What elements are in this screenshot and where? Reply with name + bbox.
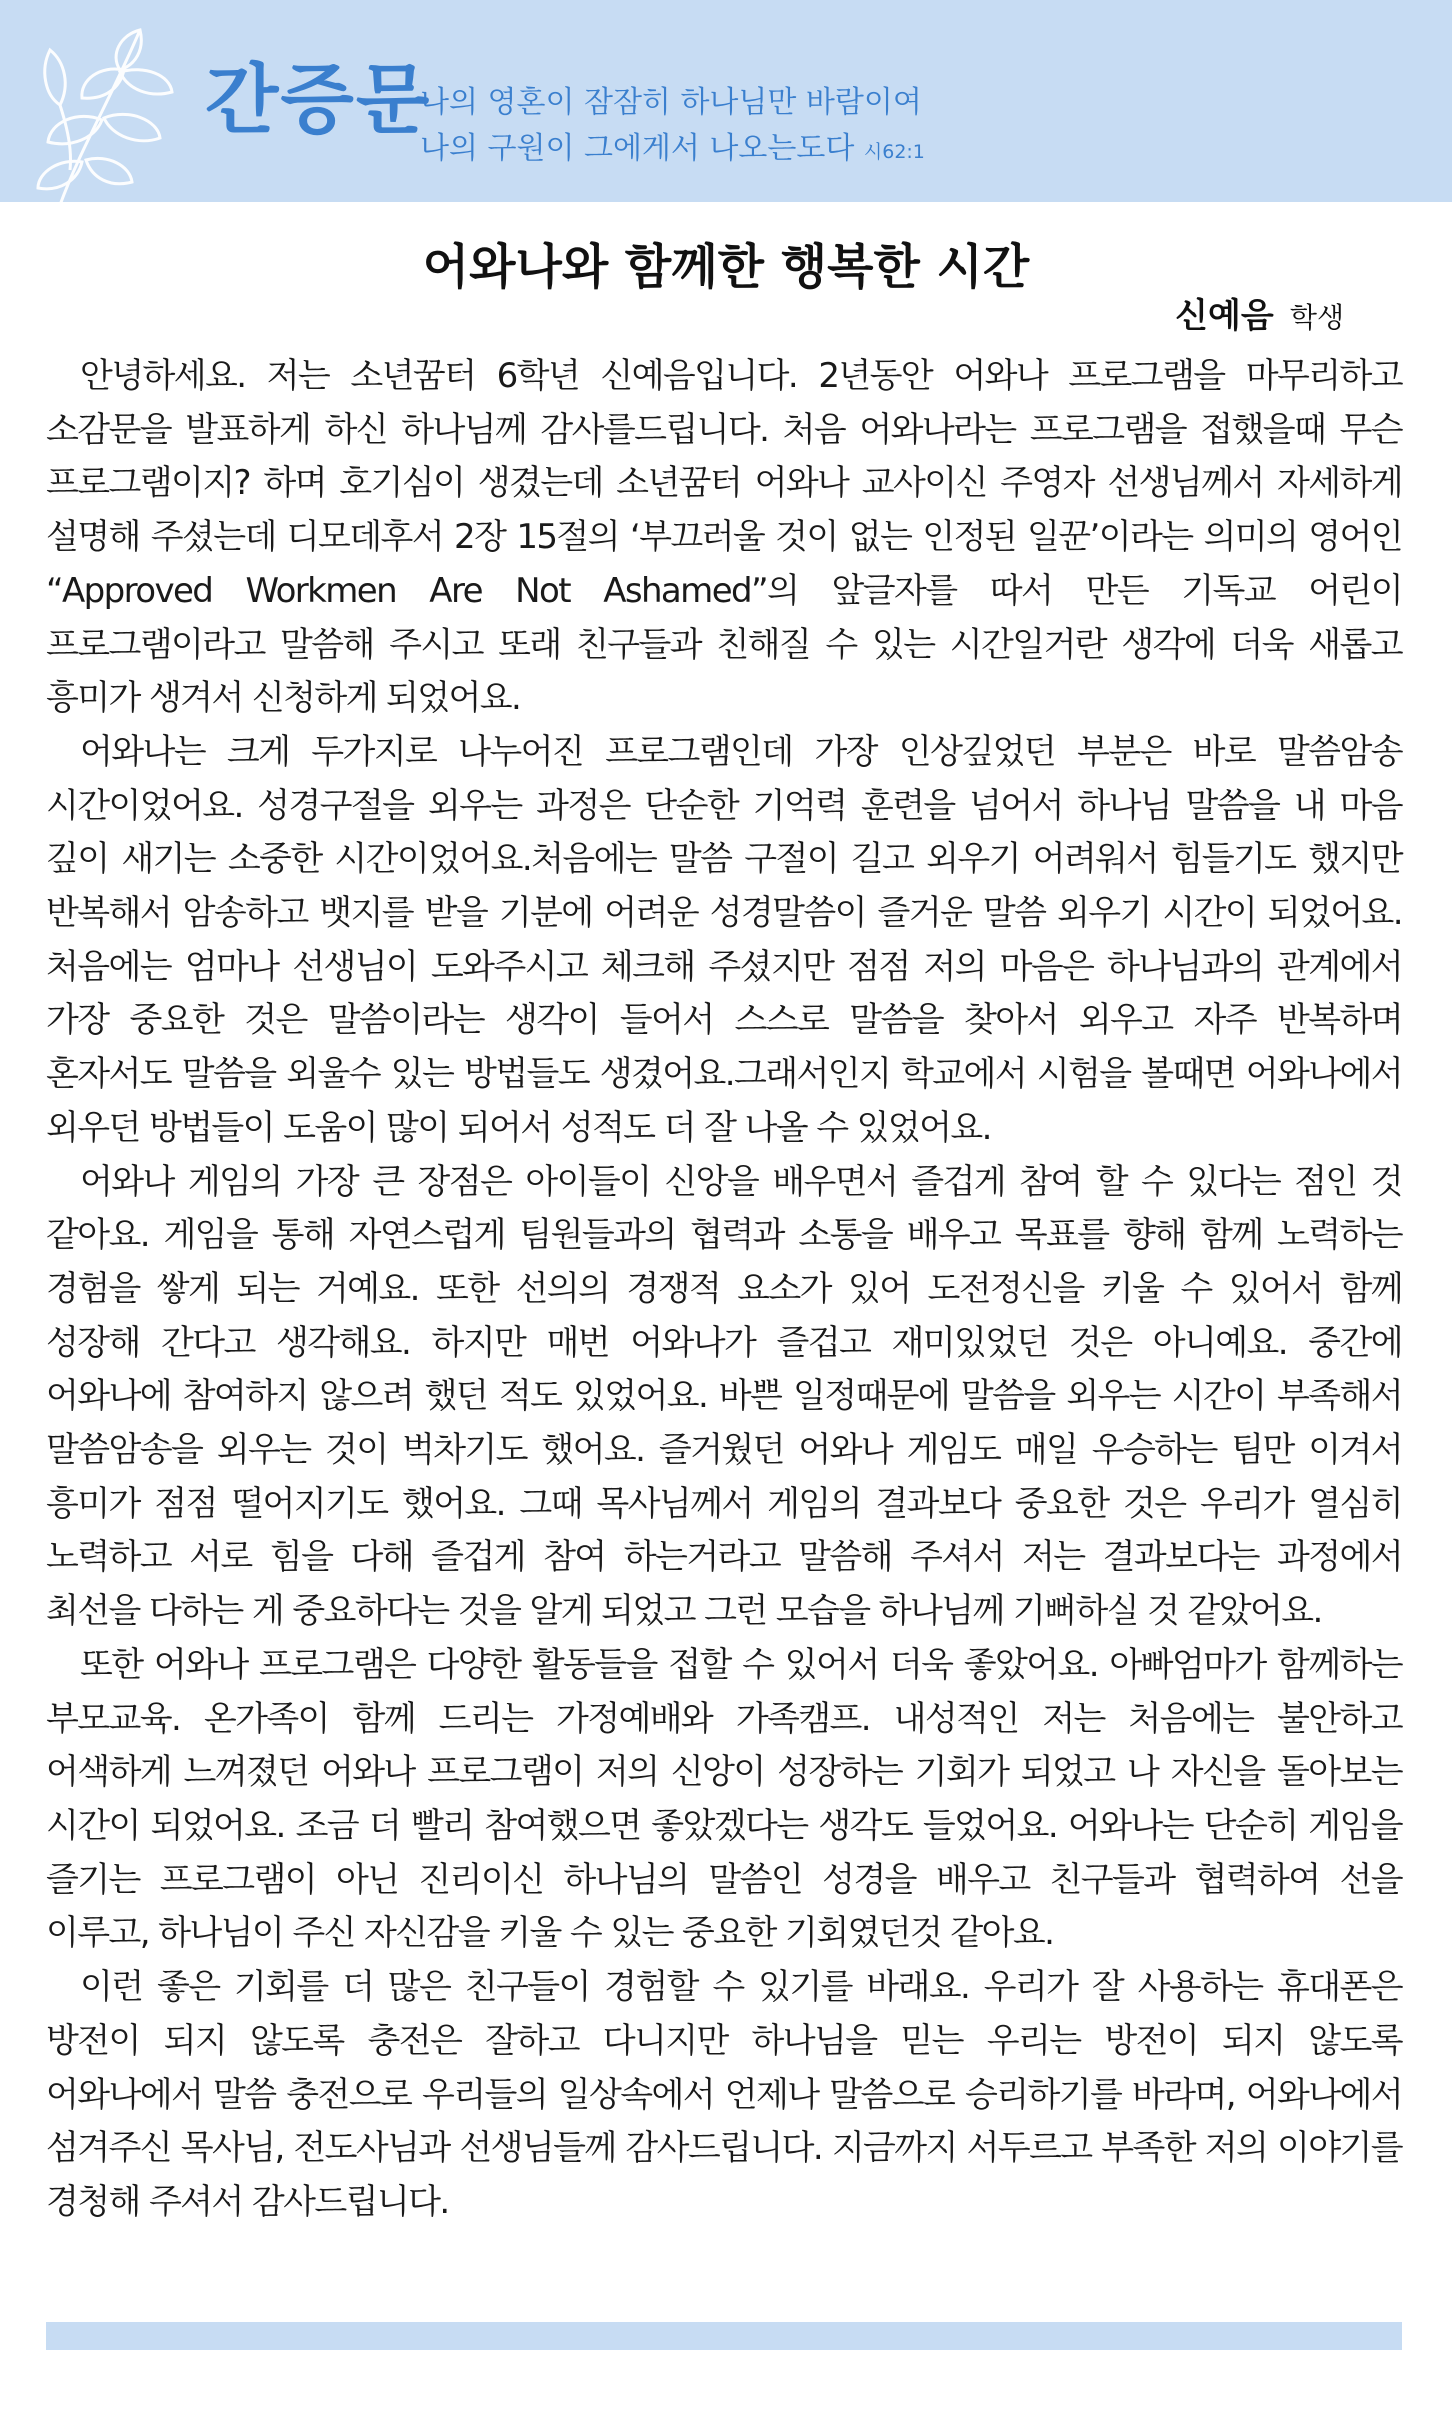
article-body bbox=[46, 350, 1402, 2230]
author-name: 신예음 bbox=[1175, 296, 1274, 336]
leaf-branch-icon bbox=[20, 10, 190, 210]
byline bbox=[1175, 288, 1344, 337]
paragraph: 어와나 게임의 가장 큰 장점은 아이들이 신앙을 배우면서 즐겁게 참여 할 수 있다는 점인 것 같아요. 게임을 통해 자연스럽게 팀원들과의 협력과 소통을 배우고 목표를 향해 함께 노력하는 경험을 쌓게 되는 거예요. 또한 선의의 경쟁적 요소가 있어 도전정신을 키울 수 있어서 함께 성장해 간다고 생각해요. 하지만 매번 어와나가 즐겁고 재미있었던 것은 아니예요. 중간에 어와나에 참여하지 않으려 했던 적도 있었어요. 바쁜 일정때문에 말씀을 외우는 시간이 부족해서 말씀암송을 외우는 것이 벅차기도 했어요. 즐거웠던 어와나 게임도 매일 우승하는 팀만 이겨서 흥미가 점점 떨어지기도 했어요. 그때 목사님께서 게임의 결과보다 중요한 것은 우리가 열심히 노력하고 서로 힘을 다해 즐겁게 참여 하는거라고 말씀해 주셔서 저는 결과보다는 과정에서 최선을 다하는 게 중요하다는 것을 알게 되었고 그런 모습을 하나님께 기뻐하실 것 같았어요. bbox=[46, 1161, 1402, 1632]
footer-divider-bar bbox=[46, 2322, 1402, 2350]
verse-line-2 bbox=[420, 126, 925, 175]
author-role: 학생 bbox=[1289, 301, 1344, 334]
section-title: 간증문 bbox=[205, 55, 432, 144]
paragraph: 또한 어와나 프로그램은 다양한 활동들을 접할 수 있어서 더욱 좋았어요. 아빠엄마가 함께하는 부모교육. 온가족이 함께 드리는 가정예배와 가족캠프. 내성적인 저는 처음에는 불안하고 어색하게 느껴졌던 어와나 프로그램이 저의 신앙이 성장하는 기회가 되었고 나 자신을 돌아보는 시간이 되었어요. 조금 더 빨리 참여했으면 좋았겠다는 생각도 들었어요. 어와나는 단순히 게임을 즐기는 프로그램이 아닌 진리이신 하나님의 말씀인 성경을 배우고 친구들과 협력하여 선을 이루고, 하나님이 주신 자신감을 키울 수 있는 중요한 기회였던것 같아요. bbox=[46, 1644, 1402, 1954]
header-banner bbox=[0, 0, 1452, 202]
paragraph: 어와나는 크게 두가지로 나누어진 프로그램인데 가장 인상깊었던 부분은 바로 말씀암송 시간이었어요. 성경구절을 외우는 과정은 단순한 기억력 훈련을 넘어서 하나님 말씀을 내 마음 깊이 새기는 소중한 시간이었어요.처음에는 말씀 구절이 길고 외우기 어려워서 힘들기도 했지만 반복해서 암송하고 뱃지를 받을 기분에 어려운 성경말씀이 즐거운 말씀 외우기 시간이 되었어요. 처음에는 엄마나 선생님이 도와주시고 체크해 주셨지만 점점 저의 마음은 하나님과의 관계에서 가장 중요한 것은 말씀이라는 생각이 들어서 스스로 말씀을 찾아서 외우고 자주 반복하며 혼자서도 말씀을 외울수 있는 방법들도 생겼어요.그래서인지 학교에서 시험을 볼때면 어와나에서 외우던 방법들이 도움이 많이 되어서 성적도 더 잘 나올 수 있었어요. bbox=[46, 731, 1402, 1148]
verse-line-1: 나의 영혼이 잠잠히 하나님만 바람이여 bbox=[420, 85, 922, 120]
article-title: 어와나와 함께한 행복한 시간 bbox=[422, 239, 1030, 295]
verse-line-2-text: 나의 구원이 그에게서 나오는도다 bbox=[420, 131, 855, 166]
scripture-verse bbox=[420, 80, 925, 175]
verse-reference: 시62:1 bbox=[863, 141, 925, 163]
paragraph: 이런 좋은 기회를 더 많은 친구들이 경험할 수 있기를 바래요. 우리가 잘 사용하는 휴대폰은 방전이 되지 않도록 충전은 잘하고 다니지만 하나님을 믿는 우리는 방전이 되지 않도록 어와나에서 말씀 충전으로 우리들의 일상속에서 언제나 말씀으로 승리하기를 바라며, 어와나에서 섬겨주신 목사님, 전도사님과 선생님들께 감사드립니다. 지금까지 서두르고 부족한 저의 이야기를 경청해 주셔서 감사드립니다. bbox=[46, 1967, 1402, 2222]
paragraph: 안녕하세요. 저는 소년꿈터 6학년 신예음입니다. 2년동안 어와나 프로그램을 마무리하고 소감문을 발표하게 하신 하나님께 감사를드립니다. 처음 어와나라는 프로그램을 접했을때 무슨 프로그램이지? 하며 호기심이 생겼는데 소년꿈터 어와나 교사이신 주영자 선생님께서 자세하게 설명해 주셨는데 디모데후서 2장 15절의 ‘부끄러울 것이 없는 인정된 일꾼’이라는 의미의 영어인 “Approved Workmen Are Not Ashamed”의 앞글자를 따서 만든 기독교 어린이 프로그램이라고 말씀해 주시고 또래 친구들과 친해질 수 있는 시간일거란 생각에 더욱 새롭고 흥미가 생겨서 신청하게 되었어요. bbox=[46, 356, 1402, 719]
